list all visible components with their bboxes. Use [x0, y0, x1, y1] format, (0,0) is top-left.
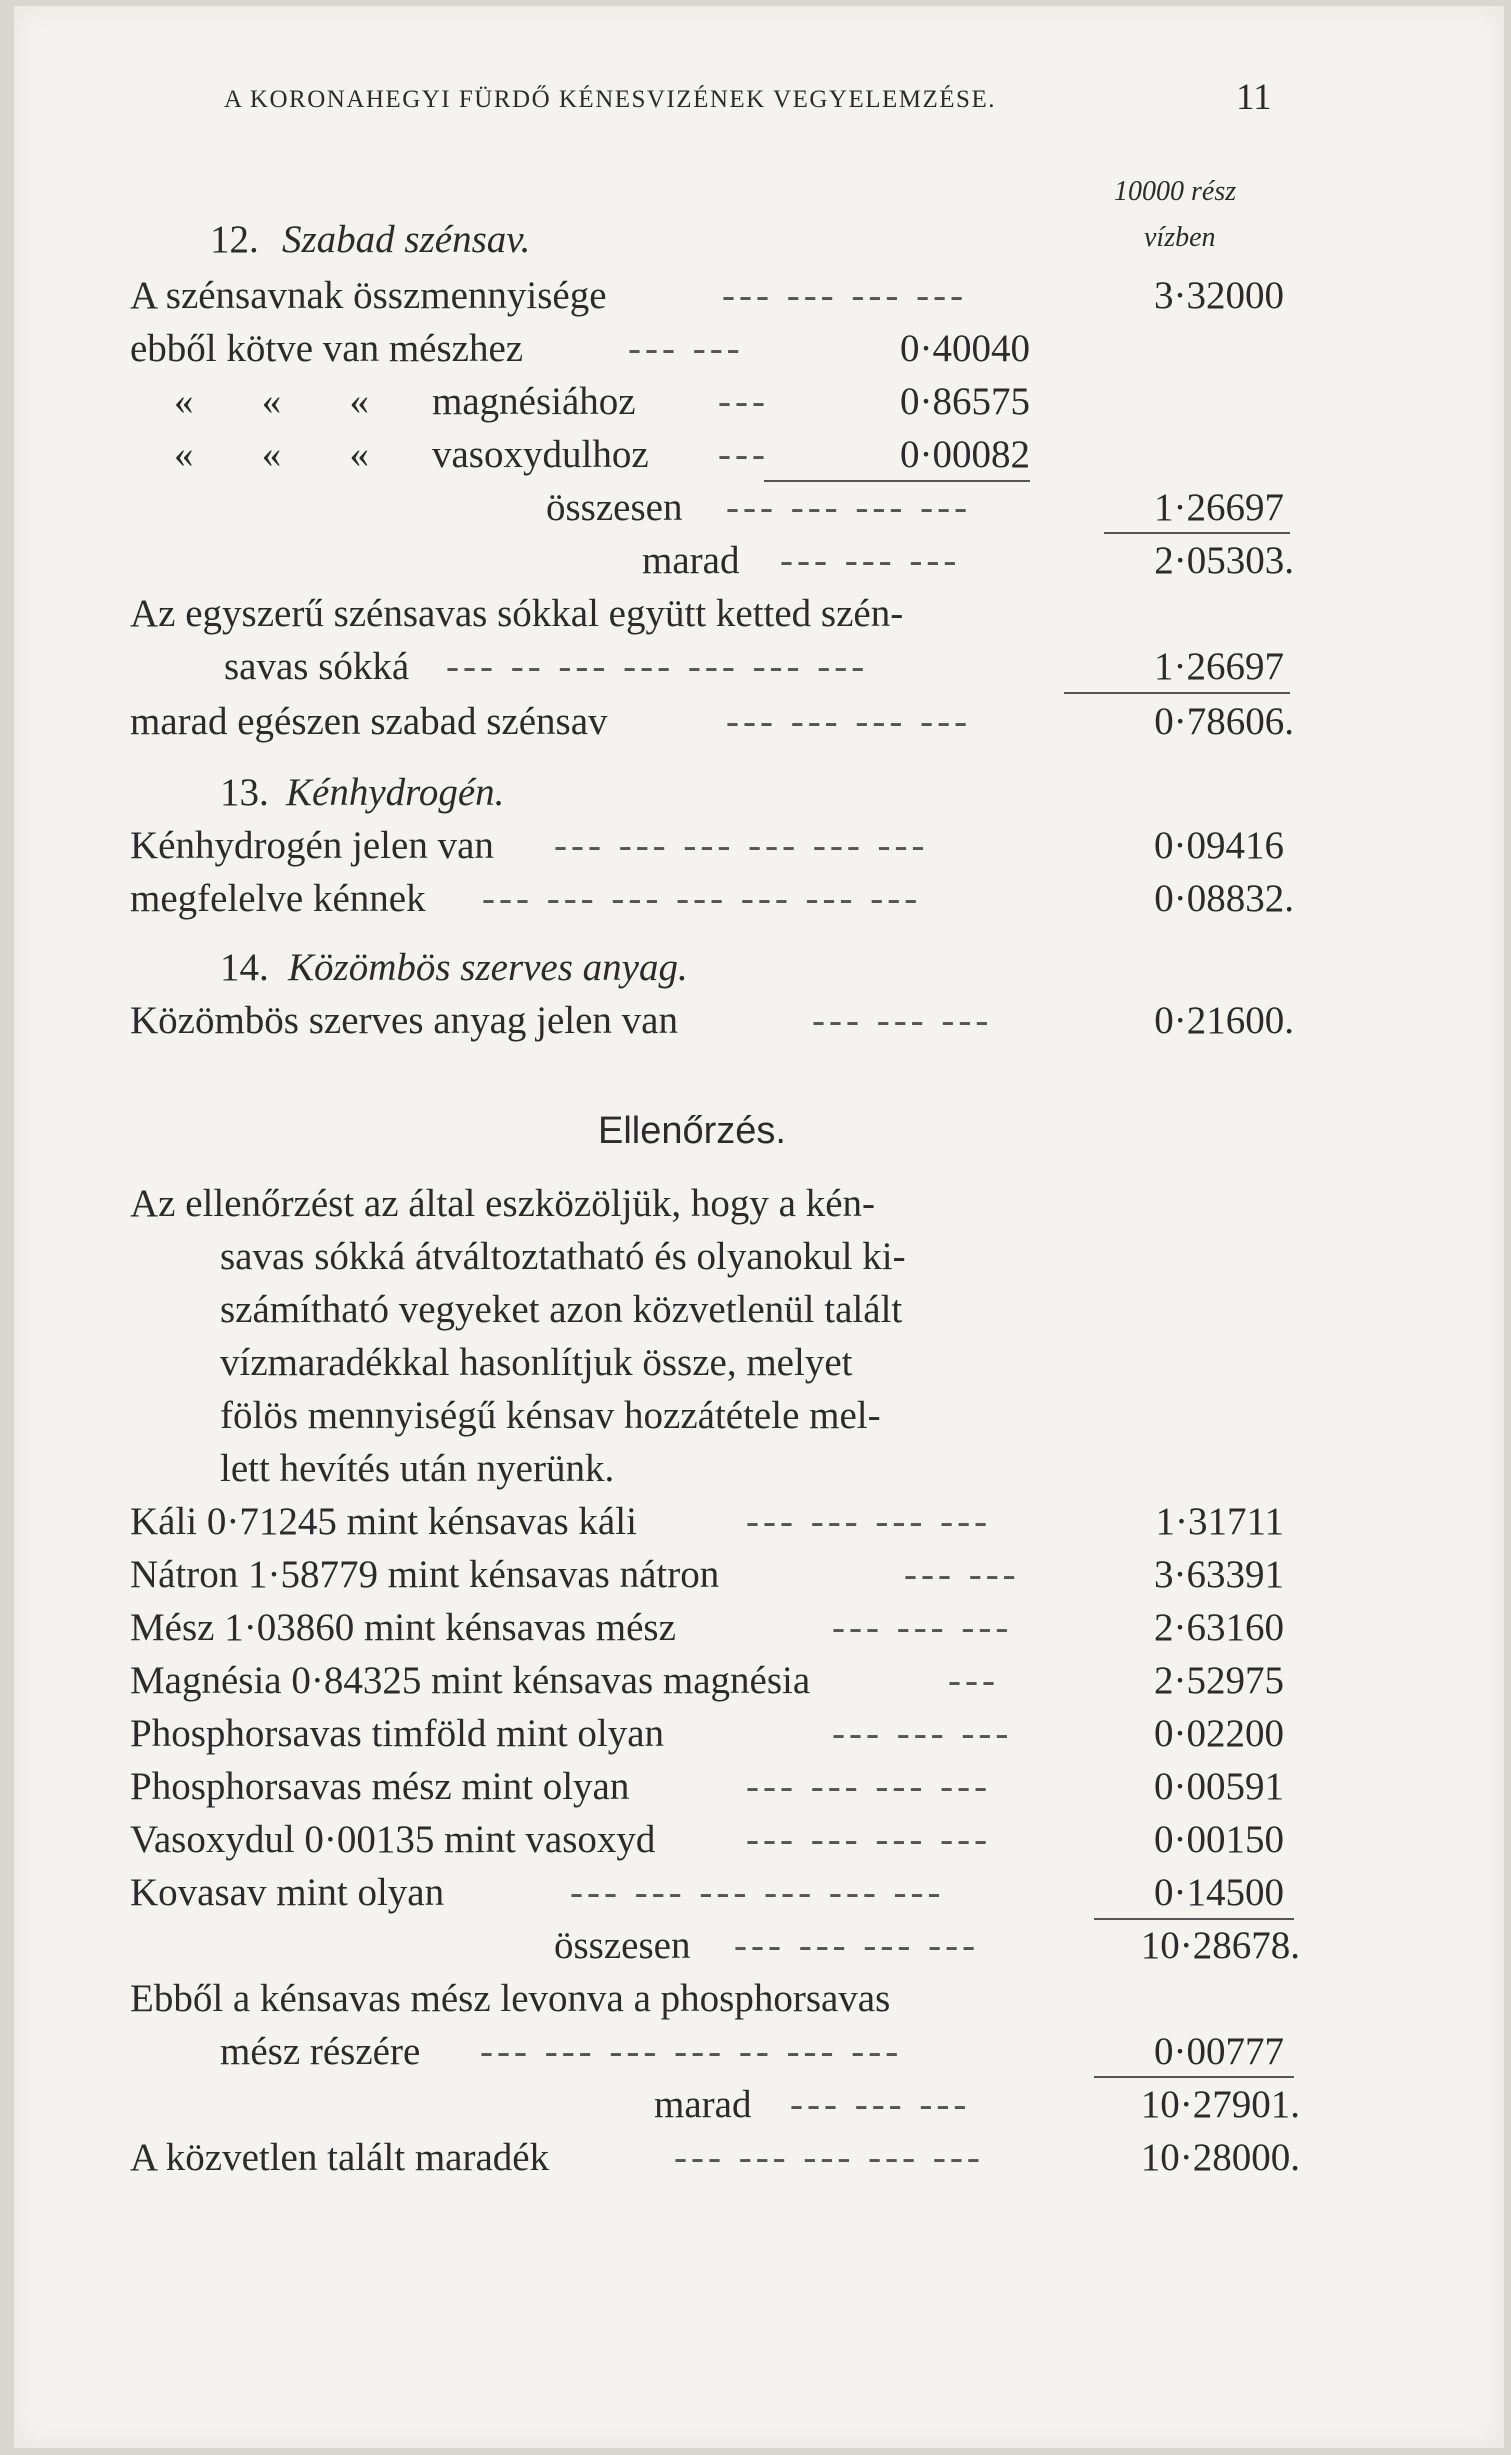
leader-dots: --- --- --- [832, 1606, 1013, 1649]
column-header-line1: 10000 rész [1114, 176, 1237, 207]
h2s-label: Kénhydrogén jelen van [130, 824, 494, 867]
control-sum-value: 10·28678. [1140, 1924, 1300, 1967]
free-co2-value: 0·78606. [1154, 700, 1294, 743]
leader-dots: --- --- --- --- --- --- [554, 824, 929, 867]
leader-dots: --- --- --- --- -- --- --- [480, 2030, 903, 2073]
free-co2-label: marad egészen szabad szénsav [130, 700, 608, 743]
row-label: Káli 0·71245 mint kénsavas káli [130, 1500, 637, 1543]
row-label: Magnésia 0·84325 mint kénsavas magnésia [130, 1659, 811, 1702]
ditto-marks: « « « [174, 433, 369, 476]
row-value: 0·14500 [1154, 1871, 1284, 1914]
h2s-value: 0·09416 [1154, 824, 1284, 867]
row-value: 2·52975 [1154, 1659, 1284, 1702]
row-label: Kovasav mint olyan [130, 1871, 445, 1914]
leader-dots: --- --- --- --- [726, 700, 972, 743]
row-label: Nátron 1·58779 mint kénsavas nátron [130, 1553, 720, 1596]
leader-dots: --- --- --- --- [734, 1924, 980, 1967]
bicarbonate-value: 1·26697 [1154, 645, 1284, 688]
row-value: 0·00591 [1154, 1765, 1284, 1808]
leader-dots: --- [948, 1659, 999, 1702]
co2-sum-value: 1·26697 [1154, 486, 1284, 529]
section-12-number: 12. [210, 218, 259, 261]
bound-lime-label: ebből kötve van mészhez [130, 327, 524, 370]
direct-residue-label: A közvetlen talált maradék [130, 2136, 550, 2179]
paragraph-line: fölös mennyiségű kénsav hozzátétele mel- [220, 1394, 881, 1437]
leader-dots: --- --- --- --- [746, 1765, 992, 1808]
subtotal-rule [764, 480, 1030, 482]
leader-dots: --- --- --- [780, 539, 961, 582]
paragraph-line: vízmaradékkal hasonlítjuk össze, melyet [220, 1341, 853, 1384]
row-label: Phosphorsavas mész mint olyan [130, 1765, 630, 1808]
leader-dots: --- --- --- --- --- --- --- [482, 877, 922, 920]
running-title: A KORONAHEGYI FÜRDŐ KÉNESVIZÉNEK VEGYELEMZÉSE. [224, 86, 996, 113]
page-number: 11 [1236, 77, 1272, 118]
bound-lime-value: 0·40040 [900, 327, 1030, 370]
organic-matter-label: Közömbös szerves anyag jelen van [130, 999, 678, 1042]
section-14-number: 14. [220, 946, 269, 989]
leader-dots: --- --- --- --- --- --- [570, 1871, 945, 1914]
leader-dots: --- --- --- [832, 1712, 1013, 1755]
sum-rule [1094, 1918, 1294, 1920]
co2-remainder-label: marad [642, 539, 740, 582]
section-13-number: 13. [220, 771, 269, 814]
paragraph-line: számítható vegyeket azon közvetlenül talált [220, 1288, 903, 1331]
sum-rule [1094, 2076, 1294, 2078]
deduction-value: 0·00777 [1154, 2030, 1284, 2073]
bound-iron-label: vasoxydulhoz [432, 433, 649, 476]
sum-rule [1064, 692, 1290, 694]
row-value: 1·31711 [1155, 1500, 1284, 1543]
co2-remainder-value: 2·05303. [1154, 539, 1294, 582]
paragraph-line: savas sókká átváltoztatható és olyanokul ki- [220, 1235, 906, 1278]
bound-magnesia-label: magnésiához [432, 380, 636, 423]
paragraph-line: lett hevítés után nyerünk. [220, 1447, 615, 1490]
row-label: Phosphorsavas timföld mint olyan [130, 1712, 665, 1755]
bound-iron-value: 0·00082 [900, 433, 1030, 476]
sulfur-value: 0·08832. [1154, 877, 1294, 920]
leader-dots: --- --- --- --- [726, 486, 972, 529]
row-value: 2·63160 [1154, 1606, 1284, 1649]
bound-magnesia-value: 0·86575 [900, 380, 1030, 423]
deduction-text-cont: mész részére [220, 2030, 421, 2073]
bicarbonate-text-cont: savas sókká [224, 645, 410, 688]
leader-dots: --- --- --- [812, 999, 993, 1042]
co2-total-label: A szénsavnak összmennyisége [130, 274, 607, 317]
row-label: Vasoxydul 0·00135 mint vasoxyd [130, 1818, 656, 1861]
leader-dots: --- --- --- --- [746, 1818, 992, 1861]
leader-dots: --- --- [904, 1553, 1020, 1596]
sulfur-label: megfelelve kénnek [130, 877, 426, 920]
section-12-title: Szabad szénsav. [282, 218, 531, 261]
row-value: 0·00150 [1154, 1818, 1284, 1861]
section-heading: Ellenőrzés. [598, 1110, 786, 1152]
bicarbonate-text: Az egyszerű szénsavas sókkal együtt ketted szén- [130, 592, 904, 635]
final-remainder-value: 10·27901. [1140, 2083, 1300, 2126]
leader-dots: --- --- --- [790, 2083, 971, 2126]
section-13-title: Kénhydrogén. [286, 771, 505, 814]
leader-dots: --- [718, 433, 769, 476]
sum-rule [1104, 532, 1290, 534]
paragraph-line: Az ellenőrzést az által eszközöljük, hogy a kén- [130, 1182, 876, 1225]
leader-dots: --- -- --- --- --- --- --- [446, 645, 869, 688]
column-header-line2: vízben [1144, 222, 1216, 253]
leader-dots: --- [718, 380, 769, 423]
leader-dots: --- --- --- --- [746, 1500, 992, 1543]
final-remainder-label: marad [654, 2083, 752, 2126]
leader-dots: --- --- --- --- --- [674, 2136, 984, 2179]
direct-residue-value: 10·28000. [1140, 2136, 1300, 2179]
control-sum-label: összesen [554, 1924, 691, 1967]
deduction-text: Ebből a kénsavas mész levonva a phosphorsavas [130, 1977, 891, 2020]
page [14, 6, 1504, 2448]
co2-total-value: 3·32000 [1154, 274, 1284, 317]
leader-dots: --- --- --- --- [722, 274, 968, 317]
leader-dots: --- --- [628, 327, 744, 370]
co2-sum-label: összesen [546, 486, 683, 529]
row-value: 3·63391 [1154, 1553, 1284, 1596]
row-label: Mész 1·03860 mint kénsavas mész [130, 1606, 676, 1649]
ditto-marks: « « « [174, 380, 369, 423]
section-14-title: Közömbös szerves anyag. [288, 946, 688, 989]
row-value: 0·02200 [1154, 1712, 1284, 1755]
organic-matter-value: 0·21600. [1154, 999, 1294, 1042]
